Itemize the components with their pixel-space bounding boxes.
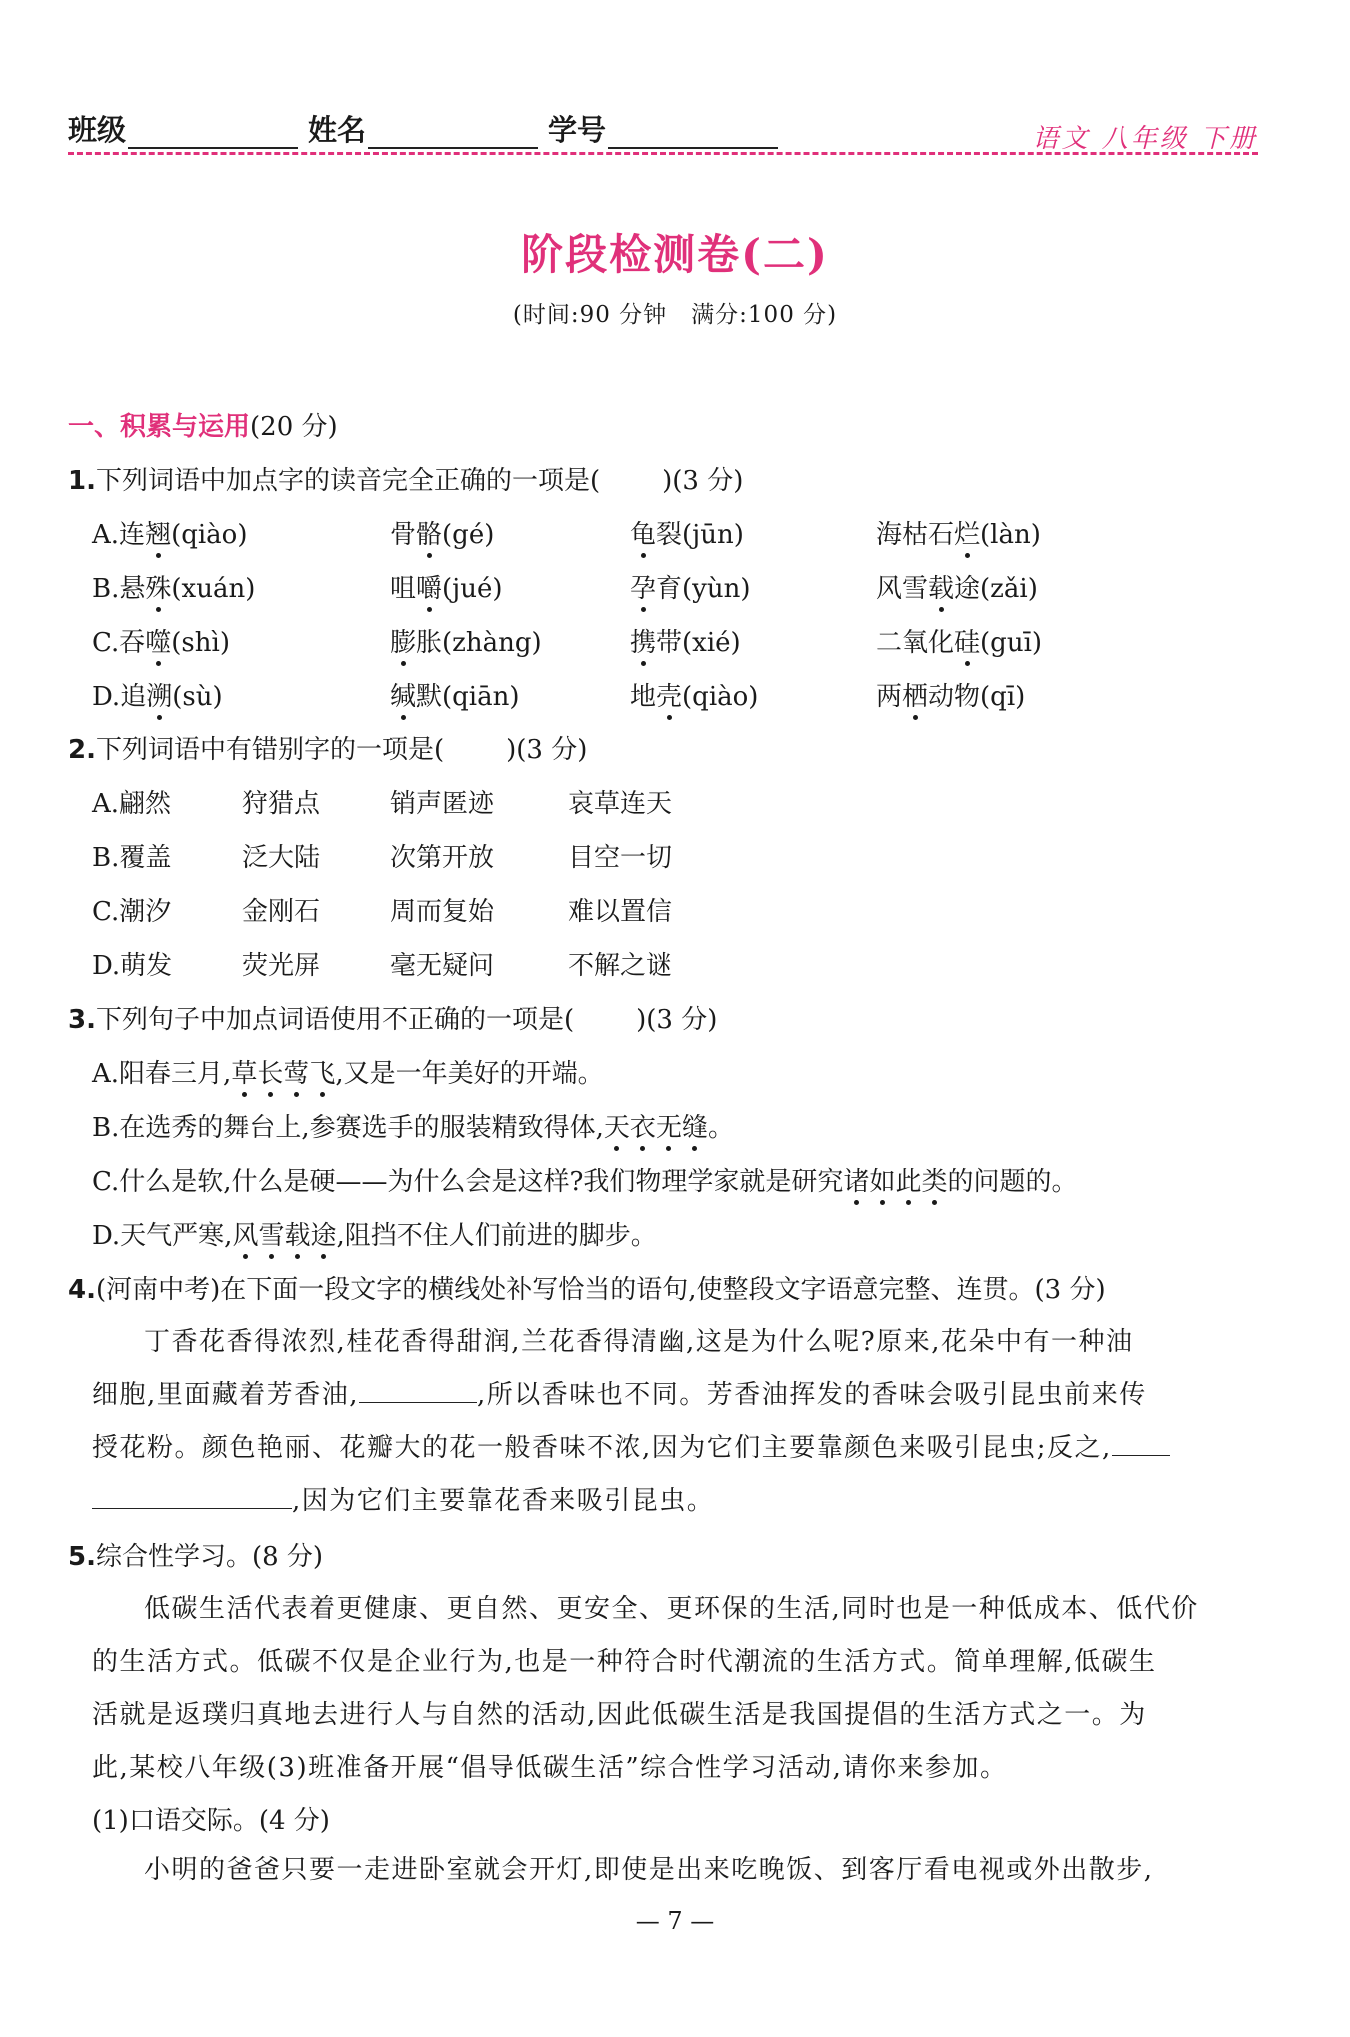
q4-line-2: 细胞,里面藏着芳香油, ,所以香味也不同。芳香油挥发的香味会吸引昆虫前来传 bbox=[92, 1369, 1282, 1422]
question-number: 3. bbox=[68, 1005, 96, 1035]
student-id-blank bbox=[608, 117, 778, 149]
q2-option-a-2: 狩猎点 bbox=[242, 789, 321, 819]
q4-blank-1[interactable] bbox=[359, 1376, 477, 1403]
q1-option-a-4: 海枯石烂(làn) bbox=[876, 520, 1041, 550]
dotted-phrase bbox=[843, 1167, 947, 1197]
emphasis-char: 此 bbox=[895, 1167, 922, 1197]
exam-info: (时间:90 分钟 满分:100 分) bbox=[512, 302, 838, 328]
q3-option-d: D.天气严寒,风雪载途,阻挡不住人们前进的脚步。 bbox=[92, 1221, 657, 1251]
question-number: 2. bbox=[68, 735, 96, 765]
question-4 bbox=[68, 1273, 1106, 1307]
q2-option-d-1: D.萌发 bbox=[92, 951, 173, 981]
dotted-phrase bbox=[232, 1221, 336, 1251]
q4-blank-2-start[interactable] bbox=[1112, 1429, 1170, 1456]
q5-passage bbox=[92, 1583, 1282, 1795]
student-info-fields bbox=[68, 108, 788, 149]
section-heading bbox=[68, 410, 338, 444]
question-5 bbox=[68, 1540, 323, 1574]
q2-option-d-4: 不解之谜 bbox=[568, 951, 673, 981]
q3-option-c: C.什么是软,什么是硬——为什么会是这样?我们物理学家就是研究诸如此类的问题的。 bbox=[92, 1167, 1078, 1197]
name-label: 姓名 bbox=[308, 113, 367, 147]
q5-subquestion-1: (1)口语交际。(4 分) bbox=[92, 1806, 330, 1836]
q2-option-a-3: 销声匿迹 bbox=[390, 789, 495, 819]
q1-option-b-1: B.悬殊(xuán) bbox=[92, 574, 256, 604]
section-points: (20 分) bbox=[250, 412, 338, 442]
emphasis-char: 莺 bbox=[283, 1059, 310, 1089]
emphasis-char: 无 bbox=[655, 1113, 682, 1143]
q4-line-3: 授花粉。颜色艳丽、花瓣大的花一般香味不浓,因为它们主要靠颜色来吸引昆虫;反之, bbox=[92, 1422, 1282, 1475]
q2-option-c-2: 金刚石 bbox=[242, 897, 321, 927]
q2-option-b-1: B.覆盖 bbox=[92, 843, 172, 873]
question-points: )(3 分) bbox=[636, 1005, 718, 1035]
q2-option-a-4: 哀草连天 bbox=[568, 789, 673, 819]
q1-option-d-2: 缄默(qiān) bbox=[390, 682, 520, 712]
class-blank bbox=[128, 117, 298, 149]
q1-option-a-1: A.连翘(qiào) bbox=[92, 520, 248, 550]
q4-line-1: 丁香花香得浓烈,桂花香得甜润,兰花香得清幽,这是为什么呢?原来,花朵中有一种油 bbox=[144, 1327, 1134, 1357]
q1-option-c-2: 膨胀(zhàng) bbox=[390, 628, 542, 658]
q4-line-4: ,因为它们主要靠花香来吸引昆虫。 bbox=[92, 1475, 1282, 1528]
q2-option-c-1: C.潮汐 bbox=[92, 897, 172, 927]
q3-option-b: B.在选秀的舞台上,参赛选手的服装精致得体,天衣无缝。 bbox=[92, 1113, 734, 1143]
question-points: )(3 分) bbox=[506, 735, 588, 765]
page-header bbox=[68, 104, 1258, 156]
q1-option-c-1: C.吞噬(shì) bbox=[92, 628, 230, 658]
q1-option-c-4: 二氧化硅(guī) bbox=[876, 628, 1043, 658]
q5-line-3: 活就是返璞归真地去进行人与自然的活动,因此低碳生活是我国提倡的生活方式之一。为 bbox=[92, 1700, 1147, 1730]
section-label: 一、积累与运用 bbox=[68, 412, 251, 442]
q4-blank-2-end[interactable] bbox=[92, 1482, 292, 1509]
question-number: 1. bbox=[68, 466, 96, 496]
dotted-phrase bbox=[604, 1113, 708, 1143]
q1-option-b-4: 风雪载途(zǎi) bbox=[876, 574, 1038, 604]
emphasis-char: 如 bbox=[869, 1167, 896, 1197]
q1-option-a-3: 龟裂(jūn) bbox=[630, 520, 744, 550]
name-blank bbox=[368, 117, 538, 149]
emphasis-char: 类 bbox=[921, 1167, 948, 1197]
emphasis-char: 缝 bbox=[681, 1113, 708, 1143]
q2-option-c-4: 难以置信 bbox=[568, 897, 673, 927]
class-label: 班级 bbox=[68, 113, 127, 147]
emphasis-char: 雪 bbox=[258, 1221, 285, 1251]
q2-option-b-3: 次第开放 bbox=[390, 843, 495, 873]
question-stem: (河南中考)在下面一段文字的横线处补写恰当的语句,使整段文字语意完整、连贯。(3 分) bbox=[95, 1275, 1106, 1305]
question-stem: 下列词语中有错别字的一项是( bbox=[95, 735, 445, 765]
q4-passage bbox=[92, 1316, 1282, 1528]
emphasis-char: 草 bbox=[231, 1059, 258, 1089]
question-stem: 下列词语中加点字的读音完全正确的一项是( bbox=[95, 466, 601, 496]
dotted-phrase bbox=[231, 1059, 335, 1089]
question-points: )(3 分) bbox=[662, 466, 744, 496]
emphasis-char: 载 bbox=[284, 1221, 311, 1251]
q1-option-d-4: 两栖动物(qī) bbox=[876, 682, 1026, 712]
q1-option-b-3: 孕育(yùn) bbox=[630, 574, 751, 604]
q5-line-1: 低碳生活代表着更健康、更自然、更安全、更环保的生活,同时也是一种低成本、低代价 bbox=[144, 1594, 1199, 1624]
q5-line-4: 此,某校八年级(3)班准备开展“倡导低碳生活”综合性学习活动,请你来参加。 bbox=[92, 1753, 1008, 1783]
question-1 bbox=[68, 464, 743, 498]
q1-option-d-1: D.追溯(sù) bbox=[92, 682, 223, 712]
question-number: 5. bbox=[68, 1542, 96, 1572]
emphasis-char: 风 bbox=[232, 1221, 259, 1251]
q2-option-b-2: 泛大陆 bbox=[242, 843, 321, 873]
emphasis-char: 飞 bbox=[309, 1059, 336, 1089]
q3-option-a: A.阳春三月,草长莺飞,又是一年美好的开端。 bbox=[92, 1059, 604, 1089]
emphasis-char: 衣 bbox=[629, 1113, 656, 1143]
emphasis-char: 天 bbox=[603, 1113, 630, 1143]
page-number: — 7 — bbox=[635, 1907, 715, 1935]
emphasis-char: 诸 bbox=[843, 1167, 870, 1197]
emphasis-char: 途 bbox=[310, 1221, 337, 1251]
q5-sub1-passage: 小明的爸爸只要一走进卧室就会开灯,即使是出来吃晚饭、到客厅看电视或外出散步, bbox=[144, 1855, 1154, 1885]
page-title: 阶段检测卷(二) bbox=[521, 230, 829, 279]
question-stem: 综合性学习。(8 分) bbox=[95, 1542, 324, 1572]
subject-tag: 语文 八年级 下册 bbox=[1032, 124, 1258, 154]
question-3 bbox=[68, 1003, 717, 1037]
q1-option-c-3: 携带(xié) bbox=[630, 628, 741, 658]
q1-option-d-3: 地壳(qiào) bbox=[630, 682, 759, 712]
emphasis-char: 长 bbox=[257, 1059, 284, 1089]
student-id-label: 学号 bbox=[548, 113, 607, 147]
q5-line-2: 的生活方式。低碳不仅是企业行为,也是一种符合时代潮流的生活方式。简单理解,低碳生 bbox=[92, 1647, 1157, 1677]
q1-option-a-2: 骨骼(gé) bbox=[390, 520, 495, 550]
q2-option-d-3: 毫无疑问 bbox=[390, 951, 495, 981]
question-2 bbox=[68, 733, 587, 767]
question-stem: 下列句子中加点词语使用不正确的一项是( bbox=[95, 1005, 575, 1035]
q1-option-b-2: 咀嚼(jué) bbox=[390, 574, 503, 604]
q2-option-c-3: 周而复始 bbox=[390, 897, 495, 927]
question-number: 4. bbox=[68, 1275, 96, 1305]
q2-option-a-1: A.翩然 bbox=[92, 789, 172, 819]
header-divider bbox=[68, 152, 1258, 155]
q2-option-d-2: 荧光屏 bbox=[242, 951, 321, 981]
q2-option-b-4: 目空一切 bbox=[568, 843, 673, 873]
